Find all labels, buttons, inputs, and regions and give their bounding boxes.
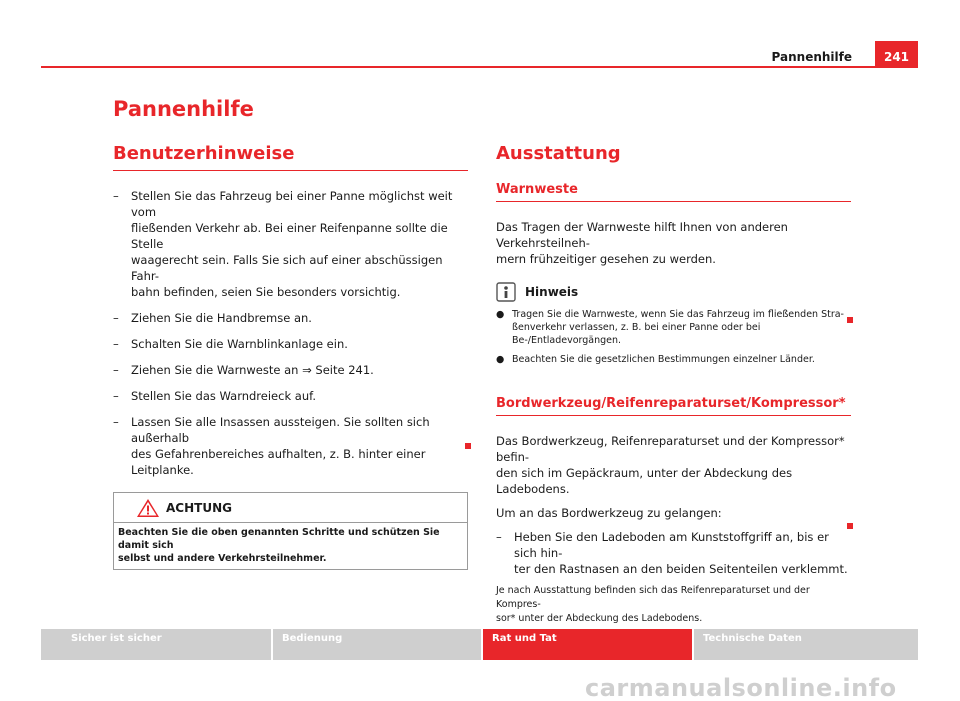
list-item: – Ziehen Sie die Warnweste an ⇒ Seite 241.	[113, 363, 374, 377]
tools-intro: Um an das Bordwerkzeug zu gelangen:	[496, 506, 722, 520]
list-item: – Lassen Sie alle Insassen aussteigen. Sie sollten sich außerhalb des Gefahrenbereiches aufhalten, z. B. hinter einer Leitplanke.	[113, 415, 430, 477]
tools-note: Je nach Ausstattung befinden sich das Reifenreparaturset und der Kompres- sor* unter der Abdeckung des Ladebodens.	[496, 585, 810, 624]
hint-title: Hinweis	[525, 285, 579, 299]
footer-tab-rat-und-tat[interactable]: Rat und Tat	[483, 629, 692, 660]
section-heading-benutzerhinweise: Benutzerhinweise	[113, 143, 468, 171]
footer-tab-bedienung[interactable]: Bedienung	[273, 629, 481, 660]
hint-header	[496, 282, 851, 302]
warning-text: Beachten Sie die oben genannten Schritte und schützen Sie damit sich selbst und andere Verkehrsteilnehmer.	[118, 527, 440, 564]
hint-box	[496, 282, 851, 366]
section-end-mark	[847, 317, 853, 323]
subsection-heading-bordwerkzeug: Bordwerkzeug/Reifenreparaturset/Kompressor*	[496, 396, 851, 416]
watermark: carmanualsonline.info	[585, 674, 897, 701]
right-column	[496, 143, 851, 626]
footer-nav	[41, 629, 918, 660]
steps-list	[113, 188, 468, 478]
list-item: – Stellen Sie das Warndreieck auf.	[113, 389, 316, 403]
subsection-heading-warnweste: Warnweste	[496, 182, 851, 202]
header-rule	[41, 66, 918, 68]
list-item: – Schalten Sie die Warnblinkanlage ein.	[113, 337, 348, 351]
warning-triangle-icon	[136, 498, 160, 518]
list-item: – Heben Sie den Ladeboden am Kunststoffgriff an, bis er sich hin- ter den Rastnasen an den beiden Seitenteilen verklemmt.	[496, 530, 848, 576]
warning-box	[113, 492, 468, 570]
vest-paragraph: Das Tragen der Warnweste hilft Ihnen von anderen Verkehrsteilneh- mern frühzeitiger gesehen zu werden.	[496, 220, 788, 266]
list-item: – Stellen Sie das Fahrzeug bei einer Panne möglichst weit vom fließenden Verkehr ab. Bei einer Reifenpanne sollte die Stelle waagerecht sein. Falls Sie sich auf einer abschüssigen Fahr- bahn befinden, seien Sie besonders vorsichtig.	[113, 189, 453, 299]
list-item: – Ziehen Sie die Handbremse an.	[113, 311, 312, 325]
footer-tab-technische-daten[interactable]: Technische Daten	[694, 629, 918, 660]
chapter-title: Pannenhilfe	[113, 97, 254, 121]
warning-title: ACHTUNG	[166, 500, 232, 515]
section-end-mark	[465, 443, 471, 449]
hint-item: ● Tragen Sie die Warnweste, wenn Sie das Fahrzeug im fließenden Stra- ßenverkehr verlassen, z. B. bei einer Panne oder bei Be-/Entladevorgängen.	[496, 309, 844, 346]
hint-item: ● Beachten Sie die gesetzlichen Bestimmungen einzelner Länder.	[496, 354, 815, 365]
section-heading-ausstattung: Ausstattung	[496, 143, 621, 164]
info-note-icon	[496, 282, 516, 302]
left-column	[113, 143, 468, 570]
running-header: Pannenhilfe	[771, 50, 852, 64]
tools-paragraph: Das Bordwerkzeug, Reifenreparaturset und der Kompressor* befin- den sich im Gepäckraum, unter der Abdeckung des Ladebodens.	[496, 434, 845, 496]
section-end-mark	[847, 523, 853, 529]
page-number: 241	[875, 41, 918, 67]
warning-header	[114, 493, 467, 523]
footer-tab-sicher-ist-sicher[interactable]: Sicher ist sicher	[41, 629, 271, 660]
